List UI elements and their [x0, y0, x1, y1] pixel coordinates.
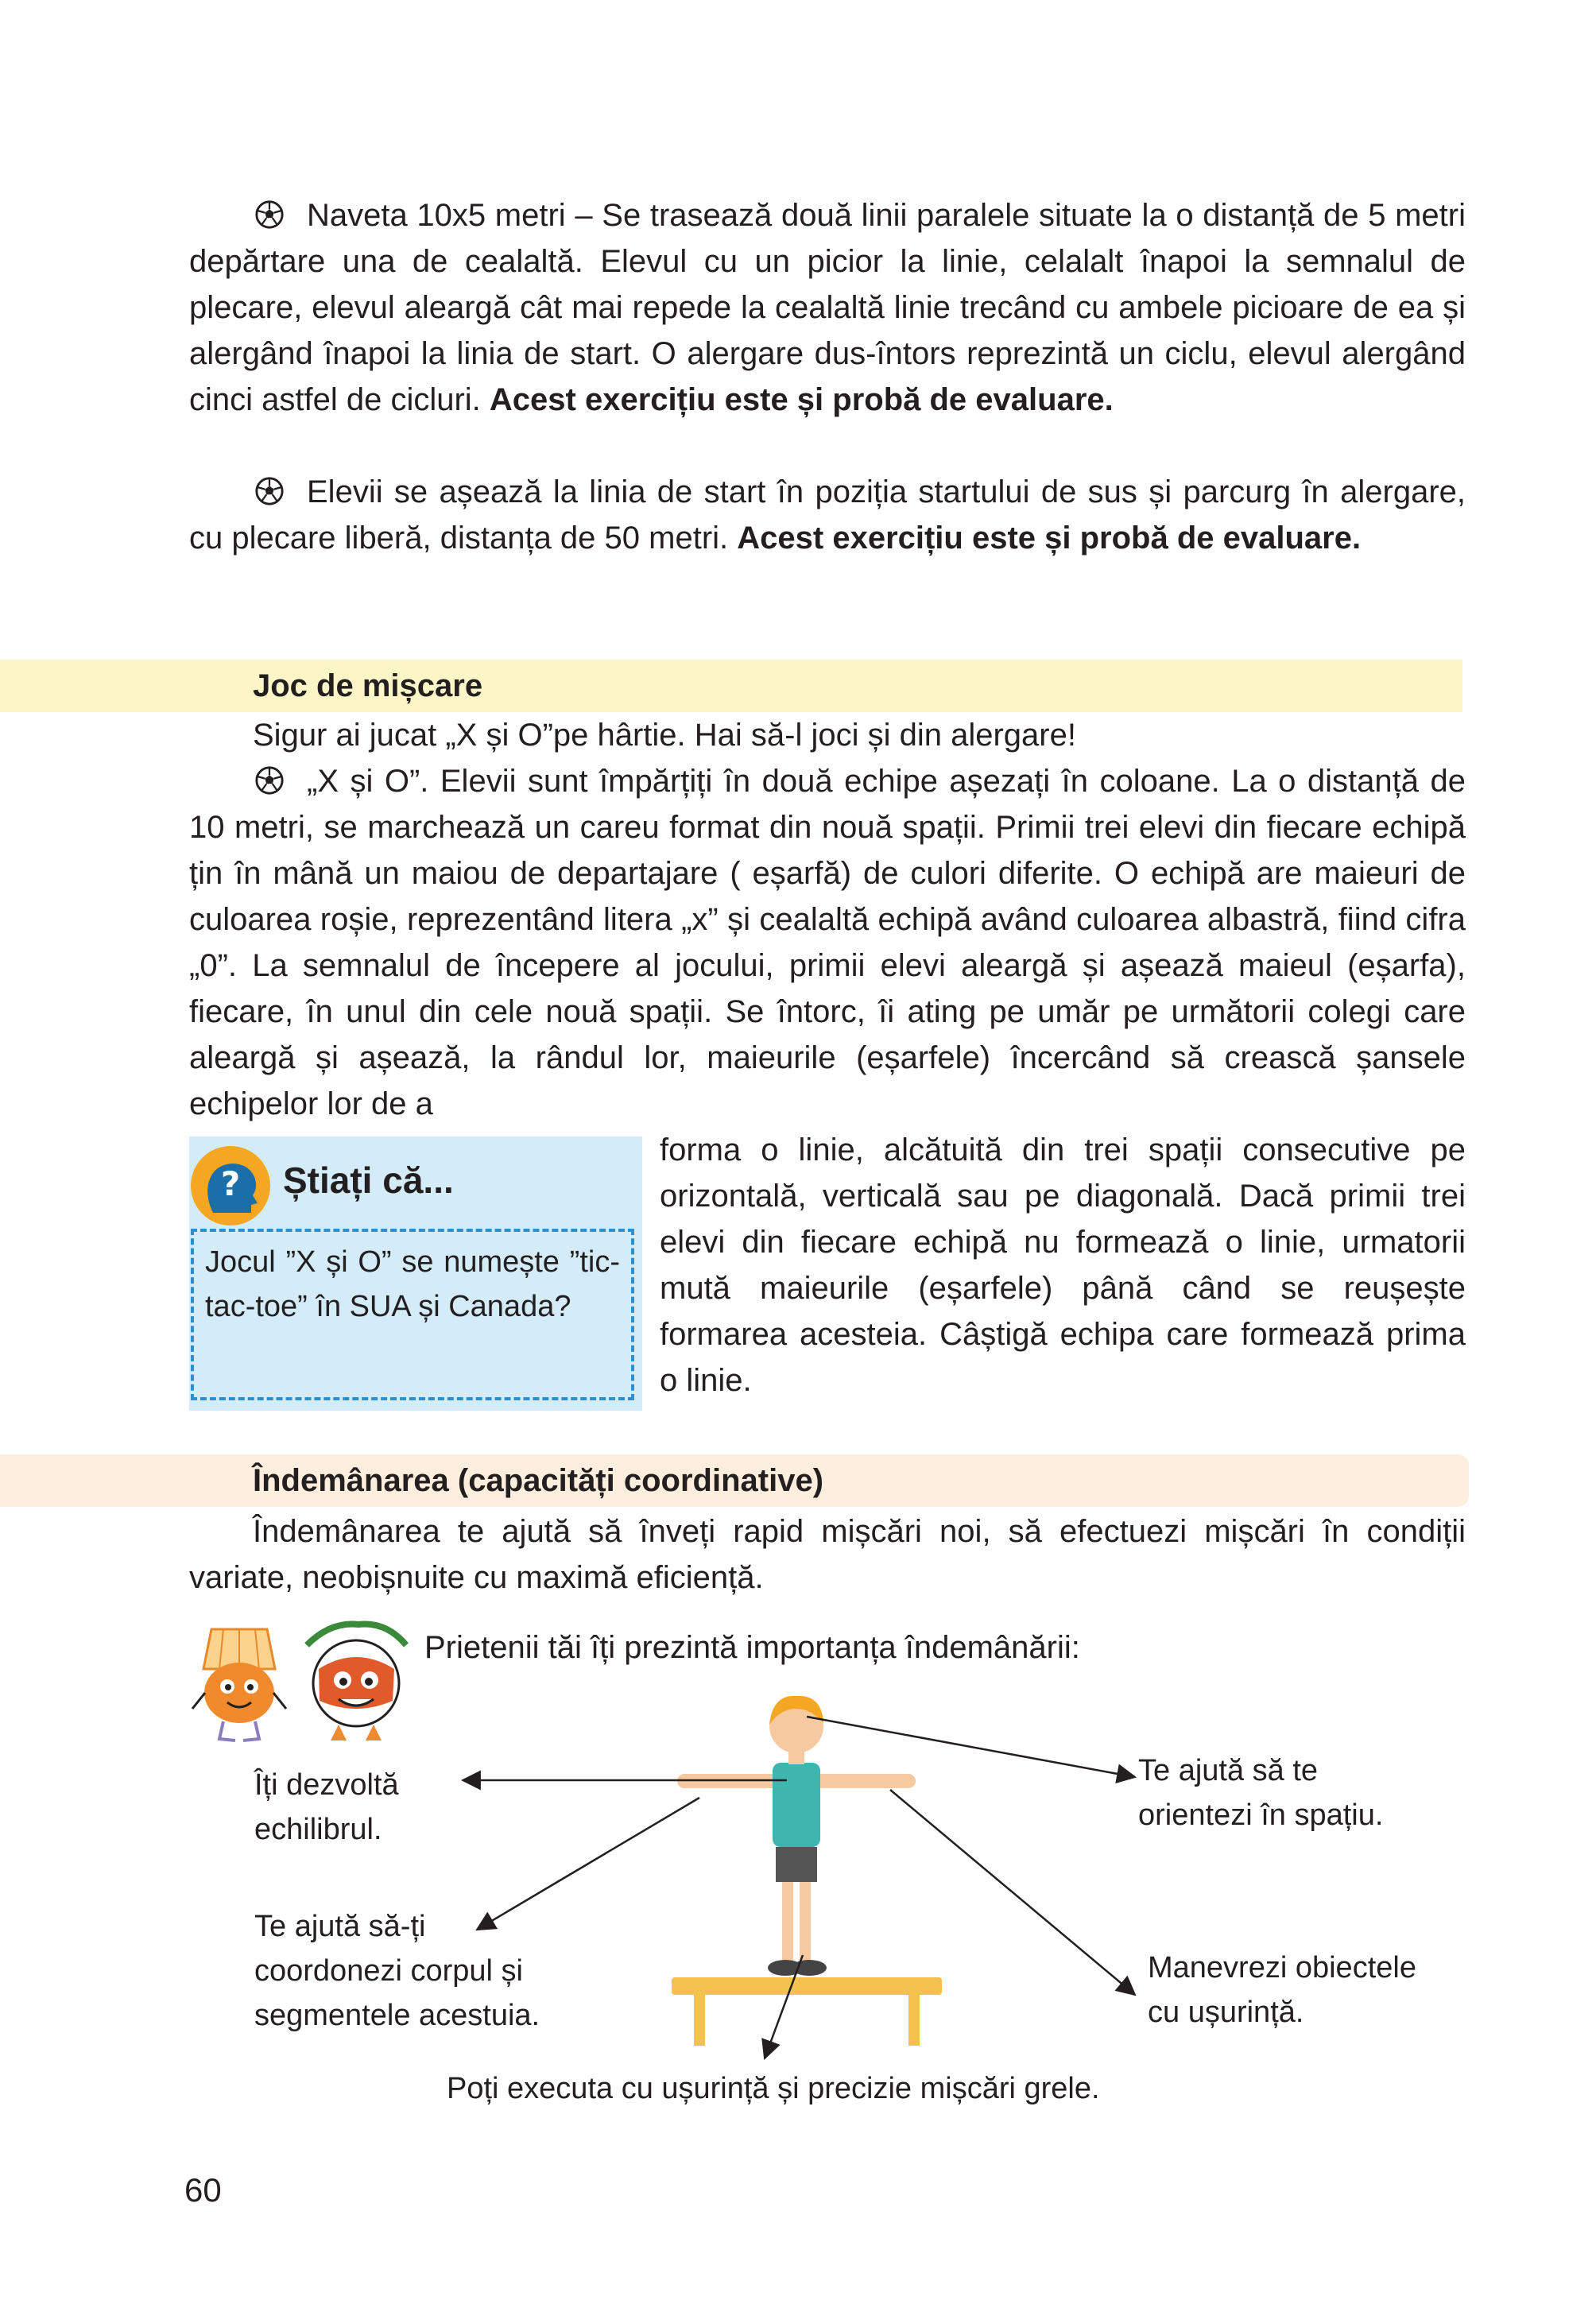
- joc-paragraph-end: forma o linie, alcătuită din trei spații consecutive pe orizontală, verticală sau pe diagonală. Dacă primii trei elevi din fiecare echipă nu formează o linie, urmatorii mută maieurile (eșarfele) până când se reușește formarea acesteia. Câștigă echipa care formează prima o linie.: [660, 1133, 1466, 1398]
- friends-intro: Prietenii tăi îți prezintă importanța îndemânării:: [424, 1630, 1080, 1665]
- balance-bench: [672, 1977, 942, 2046]
- joc-intro: Sigur ai jucat „X și O”pe hârtie. Hai să-l joci și din alergare!: [253, 718, 1076, 753]
- start-text: Elevii se așează la linia de start în poziția startului de sus și parcurg în alergare, cu plecare liberă, distanța de 50 metri.: [189, 474, 1466, 556]
- arrow-manevrezi: [890, 1790, 1135, 1995]
- label-executa: Poți executa cu ușurință și precizie mișcări grele.: [447, 2072, 1100, 2105]
- indemanarea-heading: Îndemânarea (capacități coordinative): [253, 1463, 824, 1498]
- start-paragraph: [189, 469, 1466, 561]
- joc-paragraph-text: „X și O”. Elevii sunt împărțiți în două echipe așezați în coloane. La o distanță de 10 metri, se marchează un careu format din nouă spații. Primii trei elevi din fiecare echipă țin în mână un maiou de departajare ( eșarfă) de culori diferite. O echipă are maieuri de culoarea roșie, reprezentând litera „x” și cealaltă echipă având culoarea albastră, fiind cifra „0”. La semnalul de începere al jocului, primii elevi aleargă și așează maieul (eșarfa), fiecare, în unul din cele nouă spații. Se întorc, îi ating pe umăr pe următorii colegi care aleargă și așează, la rândul lor, maieurile (eșarfele) încercând să crească șansele echipelor lor de a: [189, 764, 1466, 1121]
- soccer-ball-icon: [254, 476, 285, 506]
- question-head-icon: [189, 1144, 272, 1227]
- did-you-know-box: [189, 1136, 642, 1411]
- naveta-bold: Acest exercițiu este și probă de evaluare.: [489, 382, 1114, 417]
- label-manevrezi: Manevrezi obiectele cu ușurință.: [1148, 1951, 1416, 2029]
- start-bold: Acest exercițiu este și probă de evaluare.: [737, 521, 1362, 556]
- joc-heading: Joc de mișcare: [253, 668, 483, 703]
- joc-heading-band: [0, 660, 1462, 712]
- joc-paragraph: [189, 758, 1466, 1127]
- soccer-ball-icon: [254, 199, 285, 230]
- arrow-orientezi: [807, 1717, 1135, 1777]
- page-number: 60: [184, 2171, 222, 2209]
- naveta-text: Naveta 10x5 metri – Se trasează două linii paralele situate la o distanță de 5 metri depărtare una de cealaltă. Elevul cu un picior la linie, celalalt înapoi la semnalul de plecare, elevul aleargă cât mai repede la cealaltă linie trecând cu ambele picioare de ea și alergând înapoi la linia de start. O alergare dus-întors reprezintă un ciclu, elevul alergând cinci astfel de cicluri.: [189, 198, 1466, 417]
- label-coordonezi: Te ajută să-ți coordonezi corpul și segmentele acestuia.: [254, 1910, 540, 2032]
- label-orientezi: Te ajută să te orientezi în spațiu.: [1138, 1754, 1384, 1832]
- naveta-paragraph: [189, 192, 1466, 423]
- svg-text:?: ?: [220, 1164, 241, 1203]
- label-echilibru: Îți dezvoltă echilibrul.: [254, 1768, 399, 1846]
- did-you-know-title: Știați că...: [283, 1160, 454, 1201]
- soccer-ball-icon: [254, 765, 285, 796]
- did-you-know-text: Jocul ”X și O” se numește ”tic-tac-toe” în SUA și Canada?: [191, 1229, 634, 1400]
- indemanarea-text: Îndemânarea te ajută să înveți rapid mișcări noi, să efectuezi mișcări în condiții variate, neobișnuite cu maximă eficiență.: [189, 1514, 1466, 1595]
- child-figure: [677, 1696, 916, 1976]
